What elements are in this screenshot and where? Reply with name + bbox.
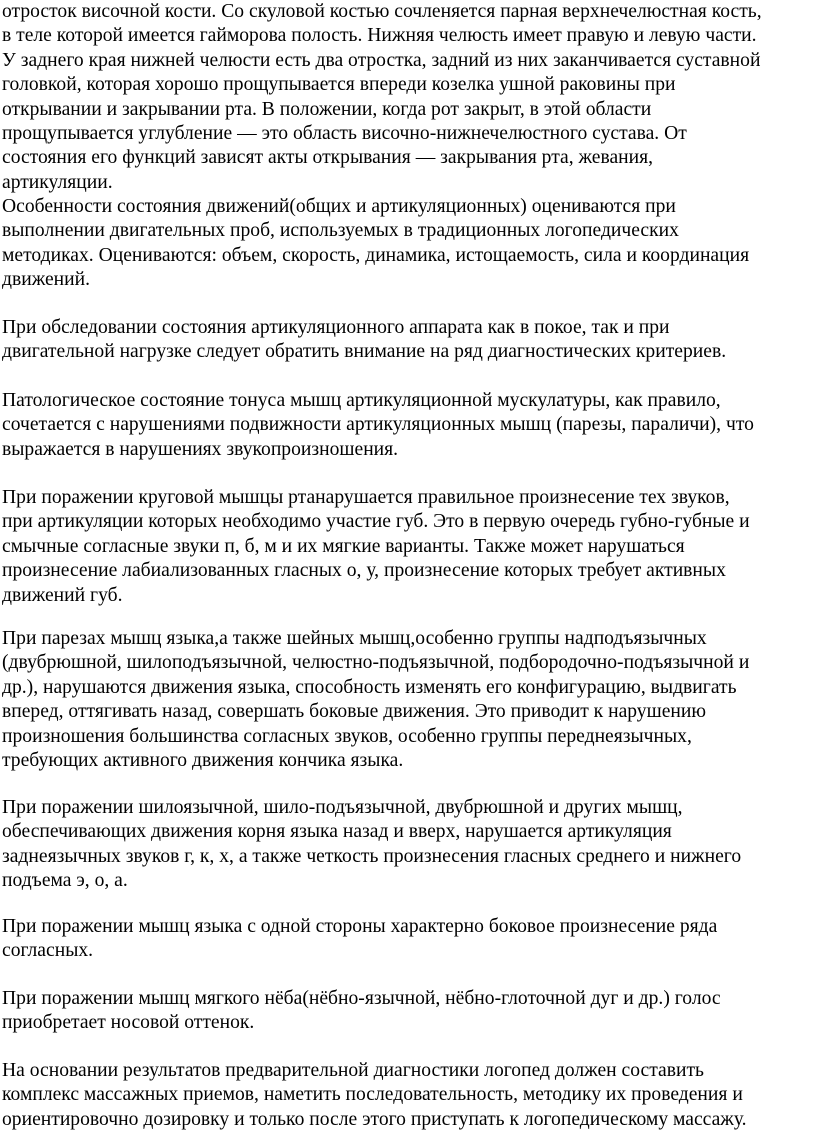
text-line: При поражении мышц языка с одной стороны характерно боковое произнесение ряда [2, 916, 718, 937]
text-line: движений губ. [2, 584, 123, 606]
text-line: двигательной нагрузке следует обратить внимание на ряд диагностических критериев. [2, 341, 727, 363]
text-line: При поражении мышц мягкого нёба(нёбно-язычной, нёбно-глоточной дуг и др.) голос [2, 988, 721, 1009]
text-line: При обследовании состояния артикуляционного аппарата как в покое, так и при [2, 317, 670, 338]
paragraph-tongue-paresis [2, 627, 816, 773]
text-line: состояния его функций зависят акты открывания — закрывания рта, жевания, [2, 147, 654, 169]
paragraph-movement-features [2, 195, 816, 293]
text-line: в теле которой имеется гайморова полость. Нижняя челюсть имеет правую и левую части. [2, 25, 757, 47]
text-line: др.), нарушаются движения языка, способность изменять его конфигурацию, выдвигать [2, 676, 737, 698]
text-line: Патологическое состояние тонуса мышц артикуляционной мускулатуры, как правило, [2, 390, 721, 411]
text-line: согласных. [2, 940, 94, 962]
text-line: При поражении круговой мышцы ртанарушается правильное произнесение тех звуков, [2, 487, 730, 508]
text-line: Особенности состояния движений(общих и артикуляционных) оцениваются при [2, 196, 676, 217]
text-line: вперед, оттягивать назад, совершать боковые движения. Это приводит к нарушению [2, 701, 706, 723]
text-line: движений. [2, 269, 91, 291]
text-line: открывании и закрывании рта. В положении, когда рот закрыт, в этой области [2, 98, 652, 120]
text-line: (двубрюшной, шилоподъязычной, челюстно-подъязычной, подбородочно-подъязычной и [2, 652, 750, 674]
text-line: При поражении шилоязычной, шило-подъязычной, двубрюшной и других мышц, [2, 797, 683, 818]
text-line: приобретает носовой оттенок. [2, 1012, 255, 1034]
text-line: при артикуляции которых необходимо участие губ. Это в первую очередь губно-губные и [2, 511, 750, 533]
text-line: У заднего края нижней челюсти есть два отростка, задний из них заканчивается суставной [2, 49, 761, 71]
text-line: обеспечивающих движения корня языка назад и вверх, нарушается артикуляция [2, 821, 672, 843]
paragraph-circular-muscle [2, 486, 816, 608]
text-line: требующих активного движения кончика языка. [2, 750, 404, 772]
text-line: На основании результатов предварительной диагностики логопед должен составить [2, 1060, 704, 1081]
text-line: произнесение лабиализованных гласных о, у, произнесение которых требует активных [2, 560, 726, 582]
text-line: отросток височной кости. Со скуловой костью сочленяется парная верхнечелюстная кость, [2, 1, 762, 22]
paragraph-one-side [2, 915, 816, 964]
text-line: артикуляции. [2, 171, 113, 193]
text-line: выражается в нарушениях звукопроизношения. [2, 438, 399, 460]
paragraph-examination [2, 316, 816, 365]
text-line: методиках. Оцениваются: объем, скорость, динамика, истощаемость, сила и координация [2, 244, 750, 266]
text-line: смычные согласные звуки п, б, м и их мягкие варианты. Также может нарушаться [2, 535, 685, 557]
paragraph-tongue-root [2, 796, 816, 894]
text-line: произношения большинства согласных звуков, особенно группы переднеязычных, [2, 725, 692, 747]
paragraph-muscle-tone [2, 389, 816, 462]
text-line: комплекс массажных приемов, наметить последовательность, методику их проведения и [2, 1084, 743, 1106]
text-line: подъема э, о, а. [2, 870, 128, 892]
text-line: сочетается с нарушениями подвижности артикуляционных мышц (парезы, параличи), что [2, 414, 754, 436]
paragraph-temporal-bone [2, 0, 816, 195]
text-line: головкой, которая хорошо прощупывается впереди козелка ушной раковины при [2, 74, 676, 96]
paragraph-conclusion [2, 1059, 816, 1132]
paragraph-soft-palate [2, 987, 816, 1036]
text-line: прощупывается углубление — это область височно-нижнечелюстного сустава. От [2, 123, 687, 145]
text-line: заднеязычных звуков г, к, х, а также четкость произнесения гласных среднего и нижнего [2, 845, 742, 867]
text-line: выполнении двигательных проб, используемых в традиционных логопедических [2, 220, 679, 242]
text-line: ориентировочно дозировку и только после этого приступать к логопедическому массажу. [2, 1108, 747, 1130]
text-line: При парезах мышц языка,а также шейных мышц,особенно группы надподъязычных [2, 628, 707, 649]
